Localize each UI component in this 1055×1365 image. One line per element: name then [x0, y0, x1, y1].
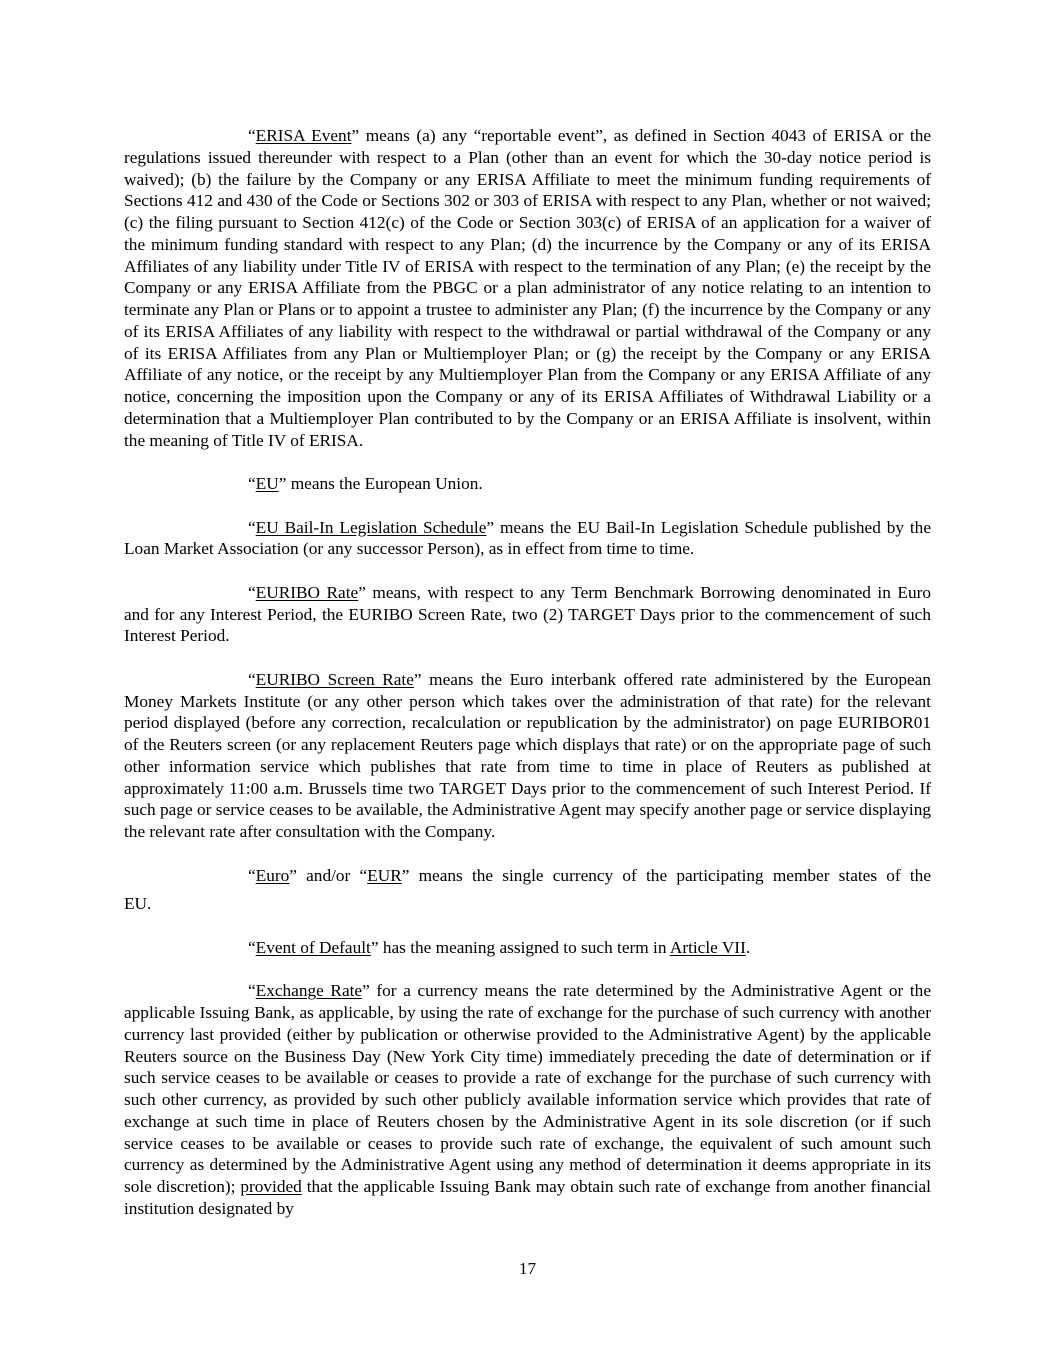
open-quote: “	[248, 517, 256, 537]
open-quote: “	[248, 981, 256, 1001]
close-quote: ”	[362, 981, 370, 1001]
definition-text-continued: that the applicable Issuing Bank may obtain such rate of exchange from another financial institution designated by	[124, 1177, 931, 1218]
close-quote: ”	[401, 865, 410, 885]
period: .	[745, 937, 751, 957]
definition-text: has the meaning assigned to such term in	[378, 937, 670, 957]
article-reference: Article VII	[669, 937, 746, 957]
defined-term-eur: EUR	[367, 865, 402, 885]
close-quote: ”	[358, 582, 366, 602]
definition-text: means the Euro interbank offered rate administered by the European Money Markets Institute (or any other person which takes over the administration of that rate) for the relevant period displayed (before any correction, recalculation or republication by the administrator) on page EURIBOR01 of the Reuters screen (or any replacement Reuters page which displays that rate) or on the appropriate page of such other information service which publishes that rate from time to time in place of Reuters as published at approximately 11:00 a.m. Brussels time two TARGET Days prior to the commencement of such Interest Period. If such page or service ceases to be available, the Administrative Agent may specify another page or service displaying the relevant rate after consultation with the Company.	[124, 669, 932, 841]
definition-eu	[124, 473, 931, 495]
definition-euribo-screen-rate	[124, 669, 931, 843]
definition-euro-tail: EU.	[124, 894, 152, 914]
defined-term-euribo-rate: EURIBO Rate	[255, 582, 359, 602]
defined-term-eu-bail-in: EU Bail-In Legislation Schedule	[255, 517, 487, 537]
close-quote: ”	[486, 517, 495, 537]
defined-term-eu: EU	[255, 474, 279, 493]
close-quote: ”	[278, 474, 287, 493]
defined-term-exchange-rate: Exchange Rate	[255, 981, 363, 1001]
definition-text: for a currency means the rate determined by the Administrative Agent or the applicable Issuing Bank, as applicable, by using the rate of exchange for the purchase of such currency with another currency last provided (either by publication or otherwise provided to the Administrative Agent) by the applicable Reuters source on the Business Day (New York City time) immediately preceding the date of determination or if such service ceases to be available or ceases to provide a rate of exchange for the purchase of such currency with such other currency, as provided by such other publicly available information service which provides that rate of exchange at such time in place of Reuters chosen by the Administrative Agent in its sole discretion (or if such service ceases to be available or ceases to provide such rate of exchange, the equivalent of such amount such currency as determined by the Administrative Agent using any method of determination it deems appropriate in its sole discretion);	[124, 981, 931, 1196]
definition-erisa-event	[124, 125, 931, 451]
quote-connector: ” and/or “	[289, 865, 368, 885]
definition-text: means the single currency of the participating member states of the	[409, 865, 931, 885]
definition-text: means (a) any “reportable event”, as defined in Section 4043 of ERISA or the regulations issued thereunder with respect to a Plan (other than an event for which the 30-day notice period is waived); (b) the failure by the Company or any ERISA Affiliate to meet the minimum funding requirements of Sections 412 and 430 of the Code or Sections 302 or 303 of ERISA with respect to any Plan, whether or not waived; (c) the filing pursuant to Section 412(c) of the Code or Section 303(c) of ERISA of an application for a waiver of the minimum funding standard with respect to any Plan; (d) the incurrence by the Company or any of its ERISA Affiliates of any liability under Title IV of ERISA with respect to the termination of any Plan; (e) the receipt by the Company or any ERISA Affiliate from the PBGC or a plan administrator of any notice relating to an intention to terminate any Plan or Plans or to appoint a trustee to administer any Plan; (f) the incurrence by the Company or any of its ERISA Affiliates of any liability with respect to the withdrawal or partial withdrawal of the Company or any of its ERISA Affiliates from any Plan or Multiemployer Plan; or (g) the receipt by the Company or any ERISA Affiliate of any notice, or the receipt by any Multiemployer Plan from the Company or any ERISA Affiliate of any notice, concerning the imposition upon the Company or any of its ERISA Affiliates of Withdrawal Liability or a determination that a Multiemployer Plan contributed to by the Company or an ERISA Affiliate is insolvent, within the meaning of Title IV of ERISA.	[124, 126, 931, 450]
proviso-term: provided	[240, 1177, 302, 1196]
open-quote: “	[248, 865, 256, 885]
open-quote: “	[248, 126, 256, 145]
close-quote: ”	[351, 126, 360, 145]
open-quote: “	[248, 582, 256, 602]
definition-exchange-rate	[124, 980, 931, 1219]
definition-text: means the European Union.	[286, 474, 483, 493]
defined-term-erisa-event: ERISA Event	[255, 126, 352, 145]
defined-term-euribo-screen-rate: EURIBO Screen Rate	[255, 669, 414, 689]
definition-euro	[124, 865, 931, 887]
definition-eu-bail-in	[124, 517, 931, 561]
definition-text: means, with respect to any Term Benchmark Borrowing denominated in Euro and for any Interest Period, the EURIBO Screen Rate, two (2) TARGET Days prior to the commencement of such Interest Period.	[124, 582, 931, 646]
open-quote: “	[248, 669, 256, 689]
page-number: 17	[518, 1259, 537, 1278]
defined-term-event-of-default: Event of Default	[255, 937, 371, 957]
open-quote: “	[248, 937, 256, 957]
open-quote: “	[248, 474, 256, 493]
definition-text: means the EU Bail-In Legislation Schedule published by the Loan Market Association (or any successor Person), as in effect from time to time.	[124, 517, 931, 559]
definition-event-of-default	[124, 937, 931, 959]
close-quote: ”	[370, 937, 379, 957]
close-quote: ”	[413, 669, 422, 689]
definition-euribo-rate	[124, 582, 931, 647]
document-page	[124, 125, 931, 1220]
defined-term-euro: Euro	[255, 865, 290, 885]
